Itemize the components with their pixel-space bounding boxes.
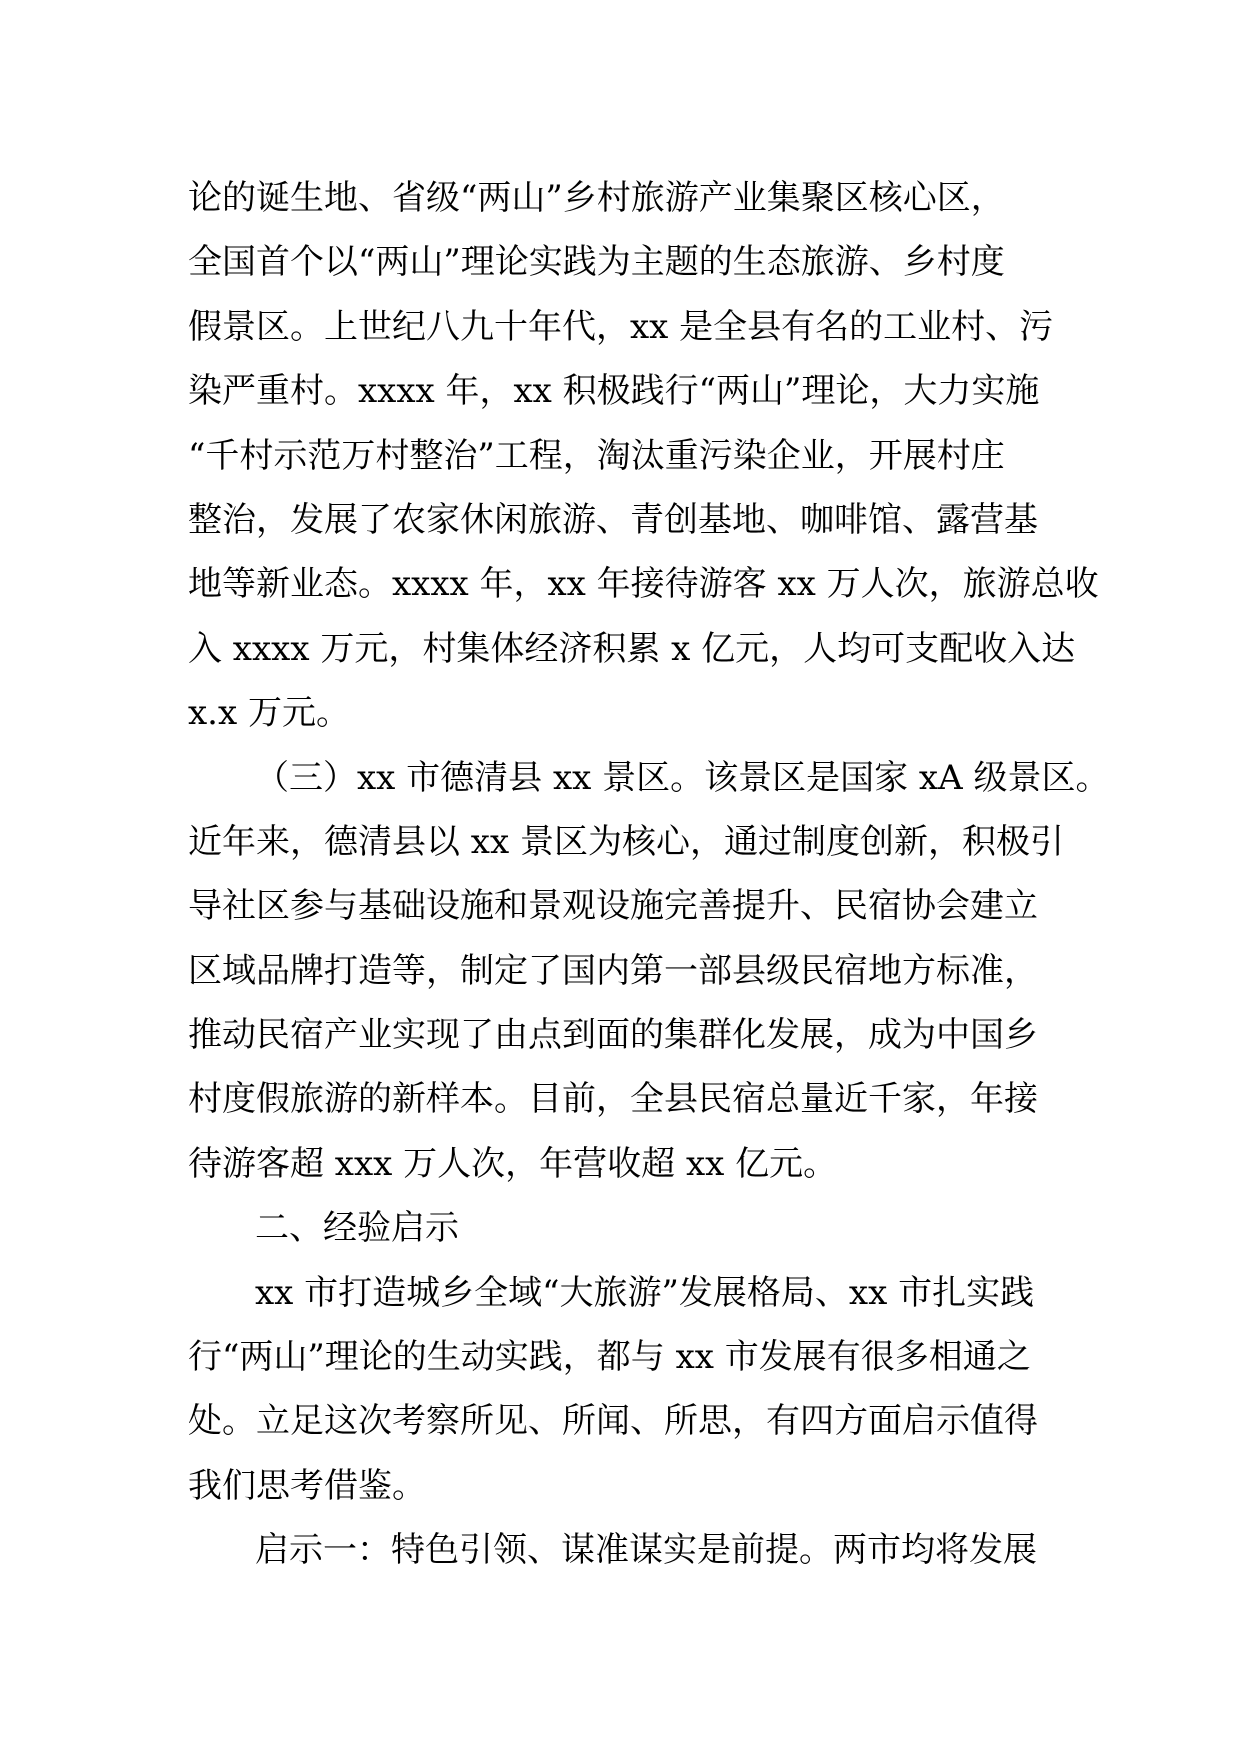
text-line-13: 区域品牌打造等，制定了国内第一部县级民宿地方标准， — [188, 950, 1038, 991]
section-heading-experience: 二、经验启示 — [255, 1208, 459, 1249]
text-line-1: 论的诞生地、省级“两山”乡村旅游产业集聚区核心区， — [188, 178, 1005, 218]
text-line-16: 待游客超 xxx 万人次，年营收超 xx 亿元。 — [188, 1143, 838, 1184]
text-line-15: 村度假旅游的新样本。目前，全县民宿总量近千家，年接 — [188, 1079, 1038, 1120]
text-line-8: 入 xxxx 万元，村集体经济积累 x 亿元，人均可支配收入达 — [188, 628, 1076, 669]
section-heading-three: （三）xx 市德清县 xx 景区。该景区是国家 xA 级景区。 — [255, 757, 1110, 798]
document-body — [188, 166, 1110, 1583]
text-line-20: 处。立足这次考察所见、所闻、所思，有四方面启示值得 — [188, 1401, 1038, 1442]
text-line-21: 我们思考借鉴。 — [188, 1465, 426, 1506]
text-line-14: 推动民宿产业实现了由点到面的集群化发展，成为中国乡 — [188, 1015, 1038, 1056]
text-line-11: 近年来，德清县以 xx 景区为核心，通过制度创新，积极引 — [188, 821, 1064, 862]
insight-one-line: 启示一：特色引领、谋准谋实是前提。两市均将发展 — [255, 1530, 1037, 1571]
text-line-3: 假景区。上世纪八九十年代，xx 是全县有名的工业村、污 — [188, 306, 1054, 347]
text-line-19: 行“两山”理论的生动实践，都与 xx 市发展有很多相通之 — [188, 1337, 1031, 1378]
text-line-9: x.x 万元。 — [188, 693, 350, 734]
text-line-12: 导社区参与基础设施和景观设施完善提升、民宿协会建立 — [188, 886, 1038, 927]
text-line-7: 地等新业态。xxxx 年，xx 年接待游客 xx 万人次，旅游总收 — [188, 564, 1099, 605]
text-line-2: 全国首个以“两山”理论实践为主题的生态旅游、乡村度 — [188, 242, 1005, 283]
text-line-4: 染严重村。xxxx 年，xx 积极践行“两山”理论，大力实施 — [188, 371, 1040, 412]
text-line-5: “千村示范万村整治”工程，淘汰重污染企业，开展村庄 — [188, 435, 1005, 476]
text-line-18: xx 市打造城乡全域“大旅游”发展格局、xx 市扎实践 — [255, 1272, 1035, 1313]
text-line-6: 整治，发展了农家休闲旅游、青创基地、咖啡馆、露营基 — [188, 499, 1038, 540]
